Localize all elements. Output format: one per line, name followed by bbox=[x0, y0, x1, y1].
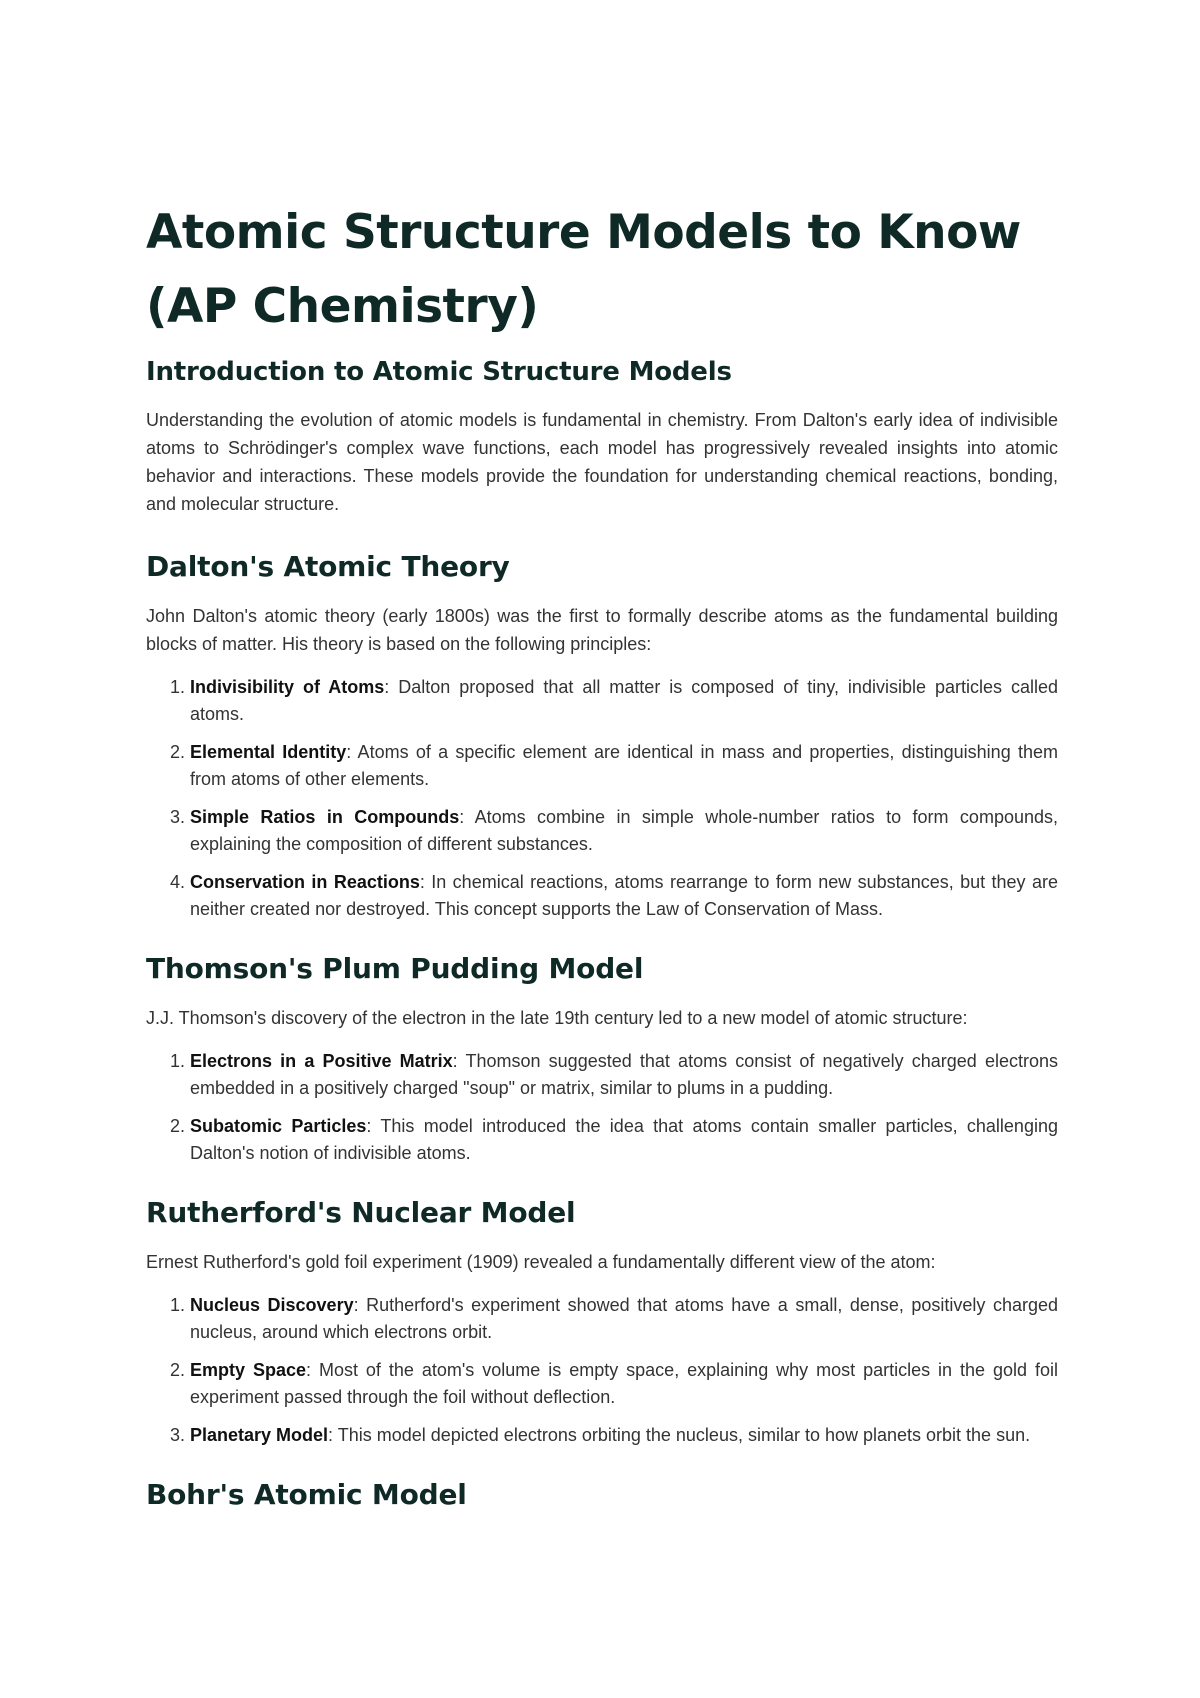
list-item-text: : Atoms combine in simple whole-number ratios to form compounds, explaining the composition of different substances. bbox=[190, 807, 1058, 854]
thomson-paragraph: J.J. Thomson's discovery of the electron in the late 19th century led to a new model of atomic structure: bbox=[146, 1008, 968, 1028]
list-item-term: Subatomic Particles bbox=[190, 1116, 367, 1136]
list-item-term: Electrons in a Positive Matrix bbox=[190, 1051, 453, 1071]
list-item-term: Indivisibility of Atoms bbox=[190, 677, 385, 697]
list-item-term: Elemental Identity bbox=[190, 742, 347, 762]
thomson-heading: Thomson's Plum Pudding Model bbox=[146, 952, 644, 985]
dalton-heading: Dalton's Atomic Theory bbox=[146, 550, 510, 583]
list-item-term: Planetary Model bbox=[190, 1425, 329, 1445]
list-item bbox=[190, 1357, 1058, 1411]
list-item-text: : Rutherford's experiment showed that atoms have a small, dense, positively charged nucleus, around which electrons orbit. bbox=[190, 1295, 1058, 1342]
intro-paragraph: Understanding the evolution of atomic models is fundamental in chemistry. From Dalton's early idea of indivisible atoms to Schrödinger's complex wave functions, each model has progressively revealed insights into atomic behavior and interactions. These models provide the foundation for understanding chemical reactions, bonding, and molecular structure. bbox=[146, 410, 1058, 514]
dalton-list bbox=[146, 674, 1058, 923]
list-item bbox=[190, 1048, 1058, 1102]
list-item bbox=[190, 739, 1058, 793]
list-item-text: : Dalton proposed that all matter is composed of tiny, indivisible particles called atoms. bbox=[190, 677, 1058, 724]
list-item bbox=[190, 1422, 1058, 1449]
list-item-term: Empty Space bbox=[190, 1360, 306, 1380]
rutherford-heading: Rutherford's Nuclear Model bbox=[146, 1196, 576, 1229]
document-content bbox=[146, 196, 1058, 1514]
list-item-term: Nucleus Discovery bbox=[190, 1295, 354, 1315]
list-item bbox=[190, 869, 1058, 923]
rutherford-list bbox=[146, 1292, 1058, 1449]
list-item-text: : Most of the atom's volume is empty space, explaining why most particles in the gold foil experiment passed through the foil without deflection. bbox=[190, 1360, 1058, 1407]
list-item-text: : Thomson suggested that atoms consist of negatively charged electrons embedded in a positively charged "soup" or matrix, similar to plums in a pudding. bbox=[190, 1051, 1058, 1098]
list-item bbox=[190, 674, 1058, 728]
rutherford-paragraph: Ernest Rutherford's gold foil experiment (1909) revealed a fundamentally different view of the atom: bbox=[146, 1252, 936, 1272]
intro-heading: Introduction to Atomic Structure Models bbox=[146, 357, 732, 387]
bohr-heading: Bohr's Atomic Model bbox=[146, 1478, 467, 1511]
list-item-text: : Atoms of a specific element are identical in mass and properties, distinguishing them from atoms of other elements. bbox=[190, 742, 1058, 789]
list-item-text: : This model introduced the idea that atoms contain smaller particles, challenging Dalton's notion of indivisible atoms. bbox=[190, 1116, 1058, 1163]
list-item-text: : In chemical reactions, atoms rearrange to form new substances, but they are neither created nor destroyed. This concept supports the Law of Conservation of Mass. bbox=[190, 872, 1058, 919]
list-item bbox=[190, 804, 1058, 858]
dalton-paragraph: John Dalton's atomic theory (early 1800s) was the first to formally describe atoms as the fundamental building blocks of matter. His theory is based on the following principles: bbox=[146, 606, 1058, 654]
list-item bbox=[190, 1113, 1058, 1167]
list-item-term: Simple Ratios in Compounds bbox=[190, 807, 460, 827]
list-item-text: : This model depicted electrons orbiting the nucleus, similar to how planets orbit the sun. bbox=[328, 1425, 1031, 1445]
page-title: Atomic Structure Models to Know (AP Chemistry) bbox=[146, 205, 1021, 334]
list-item bbox=[190, 1292, 1058, 1346]
list-item-term: Conservation in Reactions bbox=[190, 872, 420, 892]
thomson-list bbox=[146, 1048, 1058, 1167]
